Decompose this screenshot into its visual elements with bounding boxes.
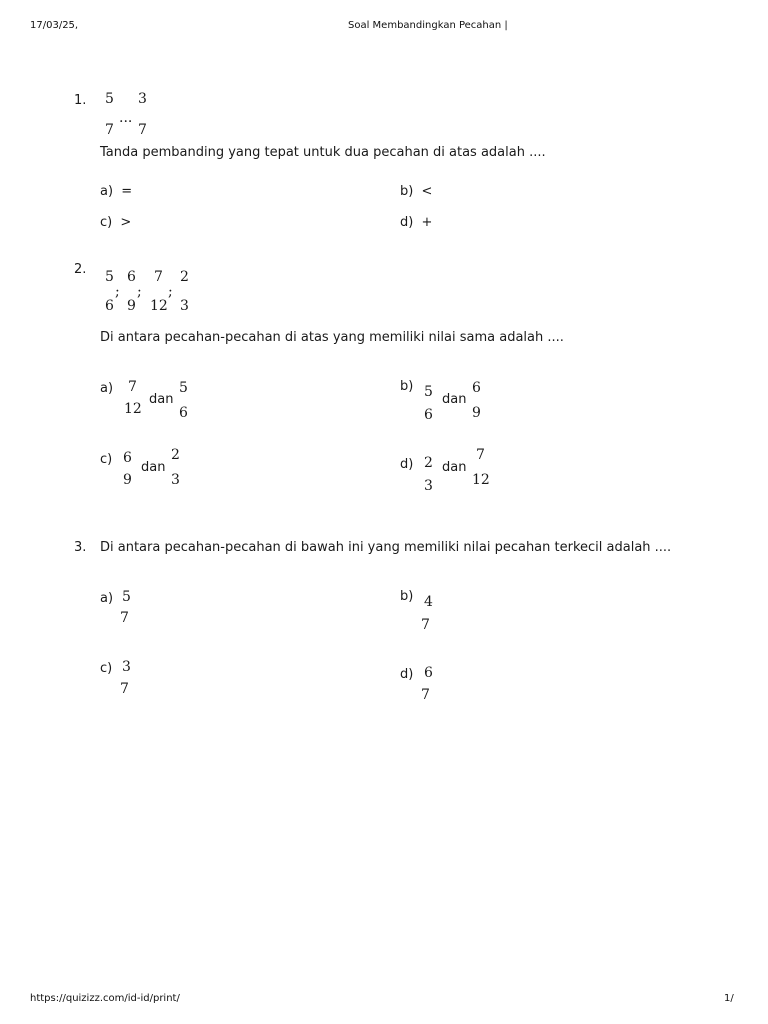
option-label: d) — [400, 457, 414, 472]
fraction-denominator: 7 — [120, 681, 129, 697]
question-number: 1. — [74, 93, 87, 108]
fraction-numerator: 6 — [127, 269, 136, 285]
fraction-numerator: 3 — [138, 91, 147, 107]
fraction-numerator: 2 — [180, 269, 189, 285]
separator: ; — [168, 284, 173, 300]
fraction-denominator: 7 — [120, 610, 129, 626]
fraction-numerator: 7 — [476, 447, 485, 463]
fraction-denominator: 7 — [105, 122, 114, 138]
fraction-numerator: 5 — [122, 589, 131, 605]
option-label: a) — [100, 381, 114, 396]
option-value: = — [121, 184, 133, 199]
page-title: Soal Membandingkan Pecahan | — [348, 20, 508, 31]
fraction-denominator: 7 — [421, 617, 430, 633]
fraction-numerator: 2 — [171, 447, 180, 463]
option-label: d) — [400, 215, 414, 230]
option-value: + — [421, 215, 433, 230]
option-label: c) — [100, 452, 113, 467]
question-text: Di antara pecahan-pecahan di atas yang memiliki nilai sama adalah .... — [100, 330, 564, 345]
option-label: b) — [400, 379, 414, 394]
fraction-denominator: 7 — [138, 122, 147, 138]
option-d[interactable] — [400, 215, 432, 230]
fraction-numerator: 5 — [105, 269, 114, 285]
conjunction: dan — [141, 460, 166, 475]
question-text: Tanda pembanding yang tepat untuk dua pecahan di atas adalah .... — [100, 145, 546, 160]
fraction-denominator: 3 — [424, 478, 433, 494]
fraction-denominator: 9 — [123, 472, 132, 488]
option-label: a) — [100, 184, 114, 199]
question-number: 2. — [74, 262, 87, 277]
separator: ; — [137, 284, 142, 300]
fraction-numerator: 6 — [123, 450, 132, 466]
fraction-numerator: 6 — [424, 665, 433, 681]
option-b[interactable] — [400, 184, 432, 199]
fraction-denominator: 6 — [424, 407, 433, 423]
print-date: 17/03/25, — [30, 20, 79, 31]
option-label: c) — [100, 661, 113, 676]
fraction-numerator: 5 — [179, 380, 188, 396]
fraction-denominator: 6 — [105, 298, 114, 314]
question-text: Di antara pecahan-pecahan di bawah ini yang memiliki nilai pecahan terkecil adalah .... — [100, 540, 672, 555]
fraction-numerator: 7 — [128, 379, 137, 395]
fraction-numerator: 4 — [424, 594, 433, 610]
fraction-numerator: 2 — [424, 455, 433, 471]
comparison-ellipsis: ... — [119, 110, 133, 126]
fraction-denominator: 12 — [150, 298, 168, 314]
option-label: c) — [100, 215, 113, 230]
option-label: b) — [400, 184, 414, 199]
fraction-denominator: 7 — [421, 687, 430, 703]
separator: ; — [115, 284, 120, 300]
fraction-denominator: 3 — [180, 298, 189, 314]
option-label: b) — [400, 589, 414, 604]
page-url: https://quizizz.com/id-id/print/ — [30, 993, 180, 1004]
option-value: < — [421, 184, 433, 199]
fraction-denominator: 3 — [171, 472, 180, 488]
question-number: 3. — [74, 540, 87, 555]
option-c[interactable] — [100, 215, 131, 230]
option-value: > — [120, 215, 132, 230]
fraction-numerator: 5 — [424, 384, 433, 400]
option-a[interactable] — [100, 184, 132, 199]
fraction-denominator: 12 — [472, 472, 490, 488]
option-label: a) — [100, 591, 114, 606]
fraction-denominator: 9 — [472, 405, 481, 421]
fraction-numerator: 3 — [122, 659, 131, 675]
fraction-numerator: 6 — [472, 380, 481, 396]
page-number: 1/ — [724, 993, 734, 1004]
conjunction: dan — [149, 392, 174, 407]
fraction-denominator: 9 — [127, 298, 136, 314]
fraction-denominator: 6 — [179, 405, 188, 421]
fraction-numerator: 7 — [154, 269, 163, 285]
option-label: d) — [400, 667, 414, 682]
conjunction: dan — [442, 392, 467, 407]
fraction-denominator: 12 — [124, 401, 142, 417]
fraction-numerator: 5 — [105, 91, 114, 107]
conjunction: dan — [442, 460, 467, 475]
